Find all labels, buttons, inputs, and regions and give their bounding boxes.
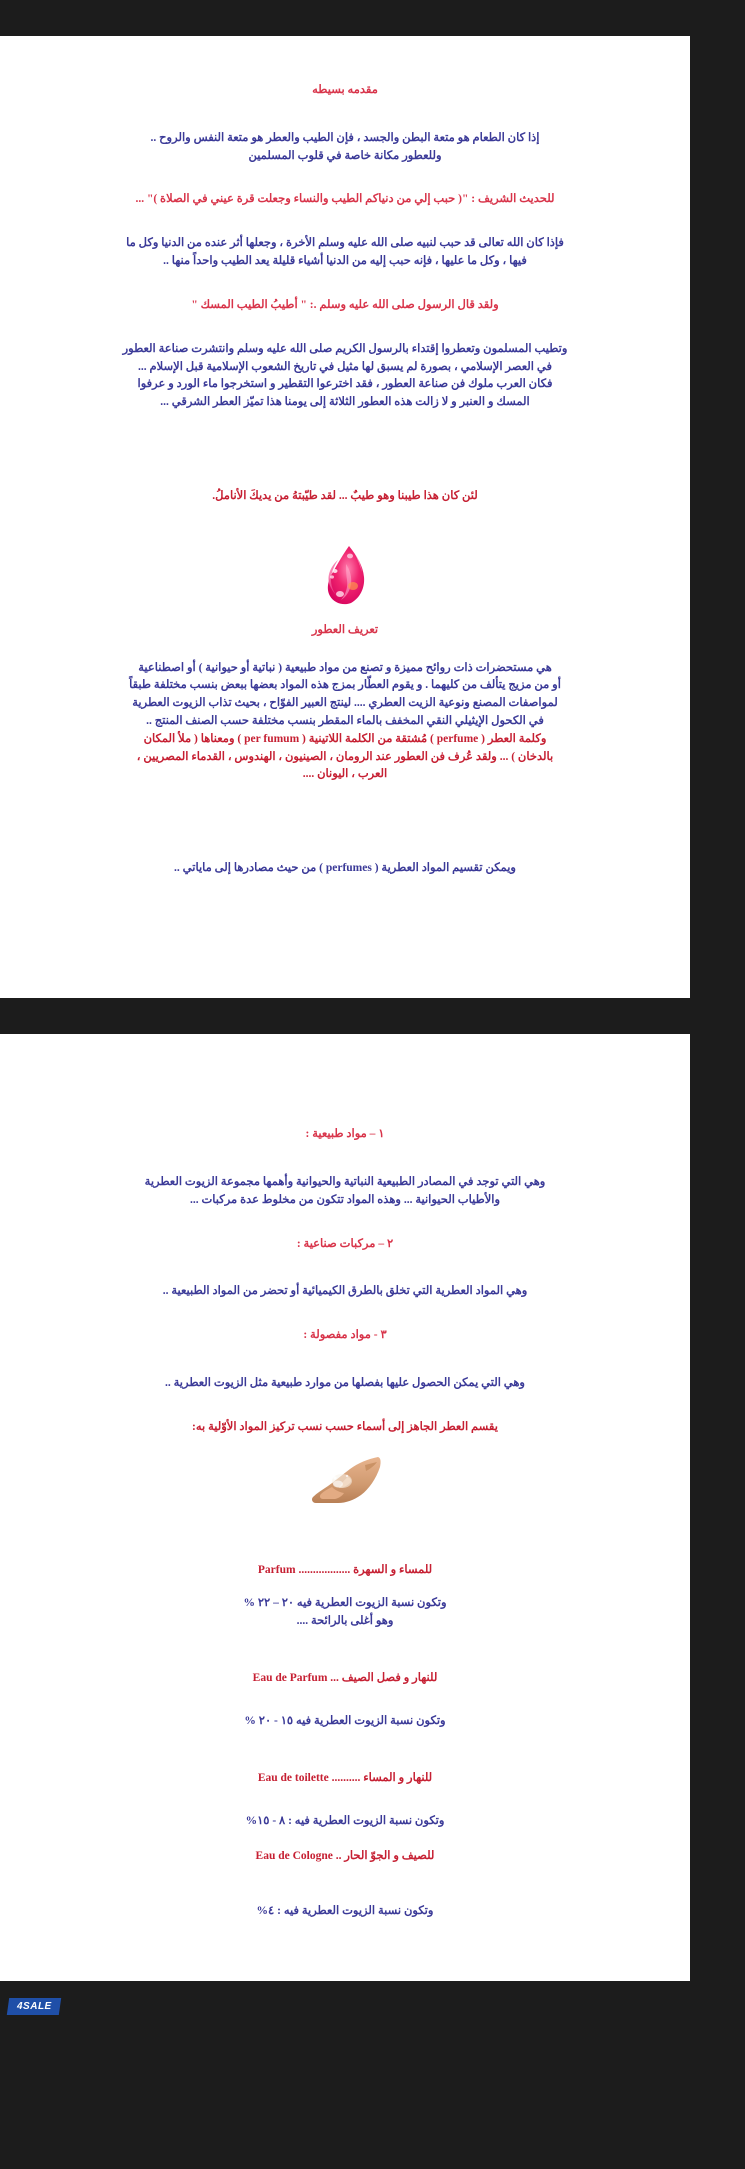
- watermark-text: 4SALE: [16, 2001, 52, 2013]
- hadith-1: للحديث الشريف : "( حبب إلي من دنياكم الطيب والنساء وجعلت قرة عيني في الصلاة )" ...: [135, 193, 555, 206]
- document-page-2: [0, 1034, 690, 1981]
- hand-image-row: [0, 1453, 690, 1507]
- item1-heading: ١ – مواد طبيعية :: [305, 1128, 385, 1141]
- perfume-type-4-concentration-1: وتكون نسبة الزيوت العطرية فيه : ٤%: [256, 1905, 434, 1918]
- para1-line-2: فيها ، وكل ما عليها ، فإنه حبب إليه من الدنيا أشياء قليلة يعد الطيب واحداً منها ..: [163, 255, 527, 268]
- item3-body: وهي التي يمكن الحصول عليها بفصلها من موارد طبيعية مثل الزيوت العطرية ..: [164, 1376, 525, 1389]
- definition-line-2: أو من مزيج يتألف من كليهما . و يقوم العطّار بمزج هذه المواد بعضها ببعض بنسب مختلفة طبقاً: [129, 679, 561, 692]
- perfume-type-1-concentration-1: وتكون نسبة الزيوت العطرية فيه ٢٠ – ٢٢ %: [243, 1596, 447, 1609]
- perfume-type-2-latin: Eau de Parfum: [252, 1671, 328, 1684]
- intro-line-1: إذا كان الطعام هو متعة البطن والجسد ، فإن الطيب والعطر هو متعة النفس والروح ..: [150, 131, 540, 144]
- definition-line-3: لمواصفات المصنع ونوعية الزيت العطري .... لينتج العبير الفوّاح ، بحيث تذاب الزيوت العطرية: [132, 697, 558, 710]
- document-page-1: [0, 36, 690, 998]
- perfume-type-4-latin: Eau de Cologne: [255, 1849, 333, 1862]
- etymology-line-1: وكلمة العطر ( perfume ) مُشتقة من الكلمة اللاتينية ( per fumum ) ومعناها ( ملأ المكان: [143, 732, 547, 745]
- perfume-type-2-concentration-1: وتكون نسبة الزيوت العطرية فيه ١٥ - ٢٠ %: [244, 1714, 446, 1727]
- item3-heading: ٣ - مواد مفصولة :: [303, 1329, 387, 1342]
- page-gap-middle: [0, 998, 745, 1034]
- watermark-bar: [0, 1981, 745, 2025]
- perfume-type-3-latin: Eau de toilette: [257, 1771, 329, 1784]
- perfume-type-1-label-ar: للمساء و السهرة: [353, 1563, 433, 1576]
- etymology-line-3: العرب ، اليونان ....: [302, 768, 388, 781]
- perfume-type-3-label-ar: للنهار و المساء: [363, 1771, 433, 1784]
- perfume-type-1-latin: Parfum: [257, 1563, 296, 1576]
- para2-line-2: في العصر الإسلامي ، بصورة لم يسبق لها مثيل في تاريخ الشعوب الإسلامية قبل الإسلام ...: [138, 360, 552, 373]
- perfume-type-1-label: [0, 1561, 690, 1579]
- page-gap-top: [0, 0, 745, 36]
- flower-image-row: [0, 544, 690, 606]
- definition-heading: تعريف العطور: [311, 623, 379, 636]
- perfume-type-1-dots: ..................: [298, 1563, 351, 1576]
- item1-body-line-1: وهي التي توجد في المصادر الطبيعية النباتية والحيوانية وأهمها مجموعة الزيوت العطرية: [144, 1175, 546, 1188]
- para1-line-1: فإذا كان الله تعالى قد حبب لنبيه صلى الله عليه وسلم الأخرة ، وجعلها أثر عنده من الدنيا وكل ما: [126, 237, 564, 250]
- perfume-type-4-label-ar: للصيف و الجوّ الحار: [344, 1849, 435, 1862]
- classification-line: يقسم العطر الجاهز إلى أسماء حسب نسب تركيز المواد الأوّلية به:: [192, 1420, 498, 1433]
- item1-body-line-2: والأطياب الحيوانية ... وهذه المواد تتكون من مخلوط عدة مركبات ...: [189, 1193, 501, 1206]
- perfume-type-4-dots: ..: [335, 1849, 342, 1862]
- perfume-type-3-label: [0, 1769, 690, 1787]
- poetic-quote: لئن كان هذا طيبنا وهو طيبٌ ... لقد طيّبتهُ من يديكَ الأناملُ.: [212, 489, 478, 502]
- para2-line-4: المسك و العنبر و لا زالت هذه العطور الثلاثة إلى يومنا هذا تميّز العطر الشرقي ...: [160, 396, 530, 409]
- perfume-type-1-concentration-2: وهو أغلى بالرائحة ....: [296, 1614, 394, 1627]
- hadith-2: ولقد قال الرسول صلى الله عليه وسلم .: " أطيبُ الطيب المسك ": [191, 298, 499, 311]
- closing-line: ويمكن تقسيم المواد العطرية ( perfumes ) من حيث مصادرها إلى ماياتي ..: [174, 862, 516, 875]
- rose-flower-image: [316, 544, 374, 606]
- definition-line-4: في الكحول الإيثيلي النقي المخفف بالماء المقطر بنسب مختلفة حسب الصنف المنتج ..: [146, 715, 544, 727]
- perfume-type-2-dots: ...: [330, 1671, 339, 1684]
- perfume-type-2-label-ar: للنهار و فصل الصيف: [341, 1671, 438, 1684]
- item2-heading: ٢ – مركبات صناعية :: [296, 1237, 394, 1250]
- intro-line-2: وللعطور مكانة خاصة في قلوب المسلمين: [248, 149, 442, 162]
- perfume-type-3-concentration-1: وتكون نسبة الزيوت العطرية فيه : ٨ - ١٥%: [245, 1815, 445, 1828]
- perfume-type-3-dots: ..........: [331, 1771, 361, 1784]
- para2-line-3: فكان العرب ملوك فن صناعة العطور ، فقد اخترعوا التقطير و استخرجوا ماء الورد و عرفوا: [137, 378, 553, 391]
- item2-body: وهي المواد العطرية التي تخلق بالطرق الكيميائية أو تحضر من المواد الطبيعية ..: [162, 1285, 528, 1298]
- perfume-type-4-label: [0, 1847, 690, 1865]
- hand-with-perfume-bottle-image: [308, 1453, 382, 1507]
- perfume-type-2-label: [0, 1669, 690, 1687]
- definition-line-1: هي مستحضرات ذات روائح مميزة و تصنع من مواد طبيعية ( نباتية أو حيوانية ) أو اصطناعية: [138, 661, 552, 674]
- 4sale-watermark: [7, 1998, 61, 2015]
- page1-title: مقدمه بسيطه: [312, 84, 378, 96]
- etymology-line-2: بالدخان ) ... ولقد عُرف فن العطور عند الرومان ، الصينيون ، الهندوس ، القدماء المصريين ،: [136, 750, 554, 763]
- para2-line-1: وتطيب المسلمون وتعطروا إقتداء بالرسول الكريم صلى الله عليه وسلم وانتشرت صناعة العطور: [122, 342, 568, 355]
